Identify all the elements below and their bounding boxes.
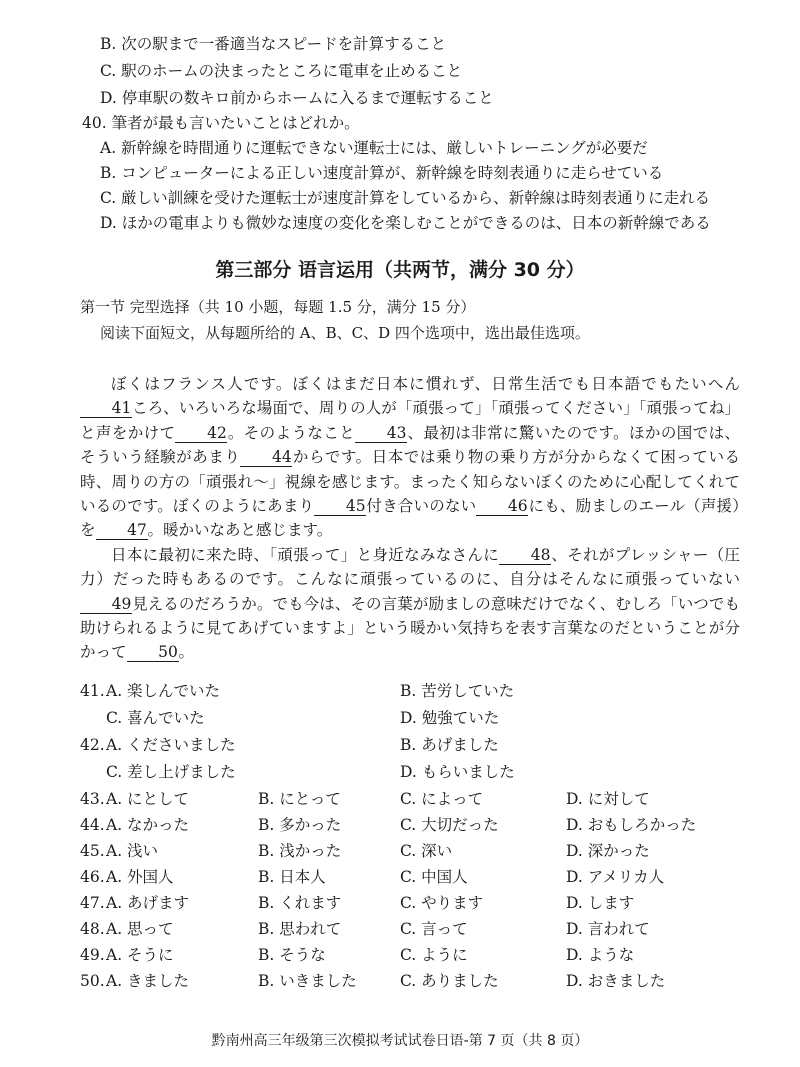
option-c: C. 差し上げました (106, 763, 236, 781)
option-a: A. あげます (106, 894, 190, 912)
question-46 (0, 864, 800, 890)
blank-41: 41 (80, 399, 132, 418)
question-41-row-2 (0, 705, 800, 731)
option-c: C. 喜んでいた (106, 709, 205, 727)
question-number: 50. (80, 972, 105, 990)
passage-text: 付き合いのない (366, 497, 477, 516)
question-40-option-c: C. 厳しい訓練を受けた運転士が速度計算をしているから、新幹線は時刻表通りに走れる (100, 189, 711, 207)
blank-46: 46 (476, 497, 528, 516)
question-number: 42. (80, 736, 105, 754)
question-48 (0, 916, 800, 942)
option-c: C. 言って (400, 920, 468, 938)
option-b: B. 日本人 (258, 868, 326, 886)
option-a: A. 思って (106, 920, 174, 938)
option-d: D. 深かった (566, 842, 650, 860)
passage-paragraph-2 (80, 543, 740, 665)
section-title: 第三部分 语言运用（共两节，满分 30 分） (215, 259, 585, 281)
reading-passage (80, 372, 740, 665)
passage-paragraph-1 (80, 372, 740, 543)
option-c: C. ように (400, 946, 468, 964)
option-b: B. 多かった (258, 816, 342, 834)
passage-text: ぼくはフランス人です。ぼくはまだ日本に慣れず、日常生活でも日本語でもたいへん (111, 375, 740, 393)
option-a: A. 浅い (106, 842, 159, 860)
option-b: B. そうな (258, 946, 326, 964)
option-b: B. にとって (258, 790, 341, 808)
option-b: B. あげました (400, 736, 499, 754)
option-c: C. 大切だった (400, 816, 499, 834)
passage-text: 、最初は非常に驚いたのです。ほかの国では、そういう経験があまり (80, 423, 740, 467)
question-number: 46. (80, 868, 105, 886)
option-d: D. アメリカ人 (566, 868, 665, 886)
blank-43: 43 (355, 424, 407, 443)
option-a: A. 外国人 (106, 868, 174, 886)
question-47 (0, 890, 800, 916)
question-43 (0, 786, 800, 812)
blank-49: 49 (80, 595, 132, 614)
option-d: D. もらいました (400, 763, 515, 781)
option-d: D. おきました (566, 972, 666, 990)
option-b: B. 苦労していた (400, 682, 515, 700)
question-number: 41. (80, 682, 105, 700)
section-instruction: 阅读下面短文，从每题所给的 A、B、C、D 四个选项中，选出最佳选项。 (100, 324, 590, 342)
passage-text: 。そのようなこと (227, 423, 356, 442)
option-c: C. やります (400, 894, 484, 912)
option-c: C. 深い (400, 842, 453, 860)
blank-44: 44 (240, 448, 292, 467)
prev-option-c: C. 駅のホームの決まったところに電車を止めること (100, 62, 463, 80)
question-number: 49. (80, 946, 105, 964)
option-a: A. きました (106, 972, 190, 990)
option-b: B. 浅かった (258, 842, 342, 860)
option-c: C. ありました (400, 972, 499, 990)
passage-text: 。 (178, 643, 195, 662)
option-a: A. にとして (106, 790, 190, 808)
option-b: B. 思われて (258, 920, 342, 938)
option-c: C. 中国人 (400, 868, 468, 886)
blank-50: 50 (127, 643, 179, 662)
prev-option-d: D. 停車駅の数キロ前からホームに入るまで運転すること (100, 89, 494, 107)
question-number: 43. (80, 790, 105, 808)
question-44 (0, 812, 800, 838)
passage-text: からです。日本では乗り物の乗り方が分からなくて困っている時、周りの方の「頑張れ～」視線を感じます。まったく知らないぼくのために心配してくれているのです。ぼくのようにあまり (80, 448, 740, 516)
question-50 (0, 968, 800, 994)
passage-text: 日本に最初に来た時、「頑張って」と身近なみなさんに (111, 545, 500, 564)
passage-text: にも、励ましのエール（声援）を (80, 497, 740, 540)
question-42-row-1 (0, 732, 800, 758)
question-number: 45. (80, 842, 105, 860)
option-b: B. くれます (258, 894, 342, 912)
blank-47: 47 (96, 521, 148, 540)
option-a: A. くださいました (106, 736, 236, 754)
blank-45: 45 (314, 497, 366, 516)
option-d: D. 言われて (566, 920, 650, 938)
question-40-option-b: B. コンピューターによる正しい速度計算が、新幹線を時刻表通りに走らせている (100, 164, 664, 182)
question-41-row-1 (0, 678, 800, 704)
option-d: D. 勉強ていた (400, 709, 500, 727)
question-40-option-d: D. ほかの電車よりも微妙な速度の変化を楽しむことができるのは、日本の新幹線である (100, 214, 711, 232)
question-49 (0, 942, 800, 968)
option-c: C. によって (400, 790, 484, 808)
option-d: D. します (566, 894, 635, 912)
question-45 (0, 838, 800, 864)
passage-text: 見えるのだろうか。でも今は、その言葉が励ましの意味だけでなく、むしろ「いつでも助けられるように見てあげていますよ」という暖かい気持ちを表す言葉なのだということが分かって (80, 594, 740, 662)
prev-option-b: B. 次の駅まで一番適当なスピードを計算すること (100, 35, 447, 53)
section-subtitle: 第一节 完型选择（共 10 小题，每题 1.5 分，满分 15 分） (80, 298, 476, 316)
passage-text: 。暖かいなあと感じます。 (147, 521, 333, 540)
question-42-row-2 (0, 759, 800, 785)
question-number: 47. (80, 894, 105, 912)
blank-48: 48 (499, 546, 551, 565)
passage-text: 、それがプレッシャー（圧力）だった時もあるのです。こんなに頑張っているのに、自分はそんなに頑張っていない (80, 545, 740, 589)
question-number: 48. (80, 920, 105, 938)
passage-text: ころ、いろいろな場面で、周りの人が「頑張って」「頑張ってください」「頑張ってね」と声をかけて (80, 399, 740, 442)
option-a: A. 楽しんでいた (106, 682, 221, 700)
page-footer: 黔南州高三年级第三次模拟考试试卷日语-第 7 页（共 8 页） (211, 1033, 589, 1049)
blank-42: 42 (175, 424, 227, 443)
option-b: B. いきました (258, 972, 357, 990)
option-a: A. そうに (106, 946, 174, 964)
question-40-stem: 40. 筆者が最も言いたいことはどれか。 (82, 114, 360, 132)
option-d: D. ような (566, 946, 635, 964)
option-a: A. なかった (106, 816, 190, 834)
question-40-option-a: A. 新幹線を時間通りに運転できない運転士には、厳しいトレーニングが必要だ (100, 139, 648, 157)
question-number: 44. (80, 816, 105, 834)
option-d: D. に対して (566, 790, 650, 808)
option-d: D. おもしろかった (566, 816, 697, 834)
